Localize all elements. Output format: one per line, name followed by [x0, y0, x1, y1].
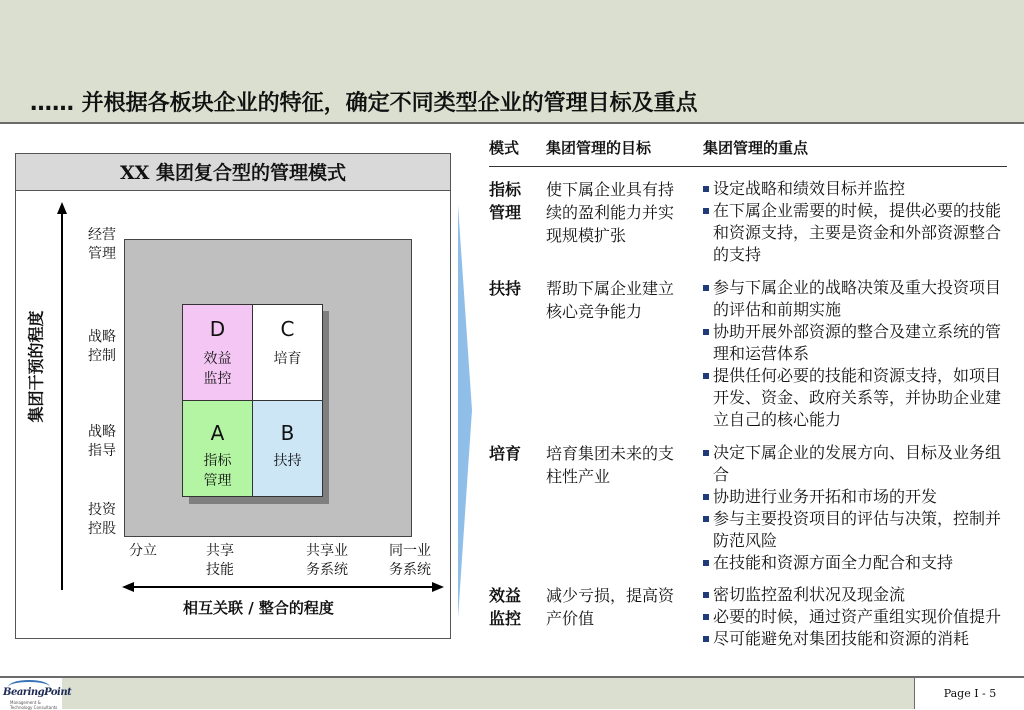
row-mode-incubate: 培育: [489, 444, 522, 463]
cell-d-label: 效益 监控: [203, 351, 232, 387]
y-axis-title: 集团干预的程度: [26, 310, 46, 423]
logo-name: BearingPoint: [3, 687, 72, 698]
row-goal-incubate: 培育集团未来的支柱性产业: [546, 444, 675, 486]
cell-c: [252, 304, 323, 401]
focus-point: 尽可能避免对集团技能和资源的消耗: [703, 628, 1009, 650]
x-axis-title: 相互关联 / 整合的程度: [183, 599, 334, 617]
focus-point: 决定下属企业的发展方向、目标及业务组合: [703, 442, 1009, 486]
focus-point: 协助进行业务开拓和市场的开发: [703, 486, 1009, 508]
x-label-shared-skills: 共享 技能: [206, 543, 234, 578]
cell-b: [252, 400, 323, 497]
panel-title: XX 集团复合型的管理模式: [16, 154, 450, 191]
cell-a: [182, 400, 253, 497]
table-header-goal: 集团管理的目标: [546, 139, 652, 157]
cell-d: [182, 304, 253, 401]
table-header-mode: 模式: [489, 139, 520, 157]
cell-a-label: 指标 管理: [203, 453, 232, 489]
page-title: …… 并根据各板块企业的特征，确定不同类型企业的管理目标及重点: [30, 91, 698, 116]
cell-b-label: 扶持: [273, 453, 302, 469]
cell-c-letter: C: [280, 317, 295, 341]
row-goal-indicator: 使下属企业具有持续的盈利能力并实现规模扩张: [546, 180, 675, 245]
cell-b-letter: B: [280, 421, 295, 445]
table-header-divider: [489, 166, 1007, 167]
y-axis-arrow: [57, 202, 67, 214]
row-focus-benefit: [703, 584, 1009, 650]
bearingpoint-logo: [0, 680, 72, 710]
divider-wedge: [458, 205, 472, 618]
row-mode-support: 扶持: [489, 279, 522, 298]
row-focus-incubate: [703, 442, 1009, 574]
focus-point: 在技能和资源方面全力配合和支持: [703, 552, 1009, 574]
x-label-shared-systems: 共享业 务系统: [306, 543, 348, 578]
focus-point: 提供任何必要的技能和资源支持，如项目开发、资金、政府关系等，并协助企业建立自己的核心能力: [703, 365, 1009, 431]
y-label-investment-holding: 投资 控股: [88, 502, 116, 537]
row-goal-benefit: 减少亏损，提高资产价值: [546, 586, 675, 628]
focus-point: 协助开展外部资源的整合及建立系统的管理和运营体系: [703, 321, 1009, 365]
row-focus-indicator: [703, 178, 1009, 266]
y-label-operation: 经营 管理: [88, 227, 116, 262]
x-label-separate: 分立: [129, 543, 157, 559]
y-label-strategic-control: 战略 控制: [88, 329, 116, 364]
focus-point: 必要的时候，通过资产重组实现价值提升: [703, 606, 1009, 628]
focus-point: 参与主要投资项目的评估与决策，控制并防范风险: [703, 508, 1009, 552]
focus-point: 参与下属企业的战略决策及重大投资项目的评估和前期实施: [703, 277, 1009, 321]
cell-c-label: 培育: [273, 351, 302, 367]
row-mode-indicator: 指标 管理: [489, 180, 522, 222]
x-axis-arrow-right: [432, 582, 444, 592]
row-goal-support: 帮助下属企业建立核心竞争能力: [546, 279, 675, 321]
x-axis-arrow-left: [122, 582, 134, 592]
focus-point: 在下属企业需要的时候，提供必要的技能和资源支持，主要是资金和外部资源整合的支持: [703, 200, 1009, 266]
logo-subtitle: Management & Technology Consultants: [10, 700, 58, 710]
table-header-focus: 集团管理的重点: [703, 139, 809, 157]
row-focus-support: [703, 277, 1009, 431]
cell-d-letter: D: [209, 317, 226, 341]
page-number: Page I - 5: [914, 678, 1024, 709]
focus-point: 密切监控盈利状况及现金流: [703, 584, 1009, 606]
x-label-same-systems: 同一业 务系统: [389, 543, 431, 578]
y-label-strategic-guidance: 战略 指导: [88, 424, 116, 459]
row-mode-benefit: 效益 监控: [489, 586, 522, 628]
cell-a-letter: A: [210, 421, 225, 445]
focus-point: 设定战略和绩效目标并监控: [703, 178, 1009, 200]
footer-band: [62, 678, 914, 709]
